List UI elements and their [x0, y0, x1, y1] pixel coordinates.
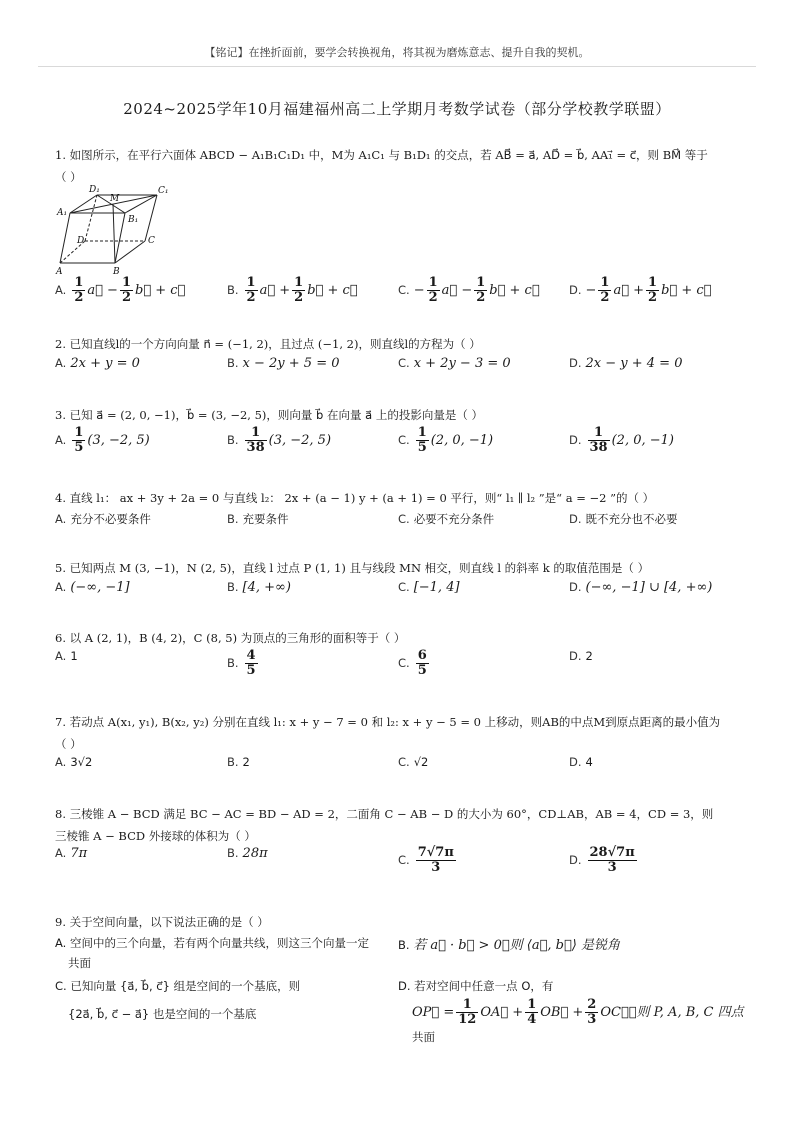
q6-option-d[interactable]: D. 2 [569, 649, 593, 663]
question-9-stem: 9. 关于空间向量，以下说法正确的是（ ） [55, 915, 269, 929]
q8-option-b[interactable]: B. 28π [227, 846, 268, 861]
question-7-blank: （ ） [55, 737, 82, 751]
q9-option-b[interactable]: B. 若 a⃗ · b⃗ > 0，则 ⟨a⃗, b⃗⟩ 是锐角 [398, 938, 620, 953]
exam-title: 2024~2025学年10月福建福州高二上学期月考数学试卷（部分学校教学联盟） [123, 100, 671, 118]
header-divider [38, 66, 756, 67]
q1-option-b[interactable]: B. $\frac{1}{2}$ a⃗ + $\frac{1}{2}$ b⃗ + c⃗ [227, 275, 358, 305]
label-b1: B₁ [128, 215, 139, 225]
question-4-stem: 4. 直线 l₁： ax + 3y + 2a = 0 与直线 l₂： 2x + (a − 1) y + (a + 1) = 0 平行，则“ l₁ ∥ l₂ ”是“ a = −2 ”的（ ） [55, 491, 655, 505]
question-1-options [55, 276, 745, 310]
q3-option-d[interactable]: D. $\frac{1}{38}$ (2, 0, −1) [569, 425, 674, 455]
label-c1: C₁ [158, 186, 169, 196]
motto-banner: 【铭记】在挫折面前，要学会转换视角，将其视为磨炼意志、提升自我的契机。 [204, 46, 590, 59]
q8-option-a[interactable]: A. 7π [55, 846, 88, 861]
q5-option-b[interactable]: B. [4, +∞) [227, 580, 291, 595]
label-a: A [56, 267, 63, 275]
q5-option-c[interactable]: C. [−1, 4] [398, 580, 460, 595]
question-8-stem [55, 803, 745, 847]
question-6-stem: 6. 以 A (2, 1)，B (4, 2)，C (8, 5) 为顶点的三角形的面积等于（ ） [55, 631, 406, 645]
q8-option-d[interactable]: D. $\frac{28√7\pi}{3}$ [569, 845, 635, 875]
q7-option-c[interactable]: C. √2 [398, 755, 429, 769]
q2-option-b[interactable]: B. x − 2y + 5 = 0 [227, 356, 340, 371]
question-1-text: 1. 如图所示，在平行六面体 ABCD − A₁B₁C₁D₁ 中，M为 A₁C₁ 与 B₁D₁ 的交点，若 AB⃗ = a⃗, AD⃗ = b⃗, AA₁⃗ = c⃗，则 BM⃗ 等于 [55, 148, 708, 162]
question-8-text: 8. 三棱锥 A − BCD 满足 BC − AC = BD − AD = 2，二面角 C − AB − D 的大小为 60°，CD⊥AB，AB = 4，CD = 3，则 [55, 807, 714, 821]
question-5-stem: 5. 已知两点 M (3, −1)，N (2, 5)，直线 l 过点 P (1, 1) 且与线段 MN 相交，则直线 l 的斜率 k 的取值范围是（ ） [55, 561, 650, 575]
q4-option-c[interactable]: C. 必要不充分条件 [398, 512, 495, 526]
label-m: M [110, 194, 120, 204]
question-5-options [55, 580, 745, 614]
question-3-options [55, 426, 745, 460]
label-a1: A₁ [57, 208, 68, 218]
question-4-options [55, 511, 745, 545]
question-7-options [55, 755, 745, 789]
q4-option-d[interactable]: D. 既不充分也不必要 [569, 512, 678, 526]
q7-option-a[interactable]: A. 3√2 [55, 755, 93, 769]
label-b: B [113, 267, 120, 275]
q1-option-c[interactable]: C. − $\frac{1}{2}$ a⃗ − $\frac{1}{2}$ b⃗ + c⃗ [398, 275, 540, 305]
q8-option-c[interactable]: C. $\frac{7√7\pi}{3}$ [398, 845, 454, 875]
label-c: C [148, 236, 155, 246]
q9-option-c[interactable]: C. 已知向量 {a⃗, b⃗, c⃗} 组是空间的一个基底，则 {2a⃗, b⃗, c⃗ − a⃗} 也是空间的一个基底 [55, 979, 301, 1021]
q3-option-b[interactable]: B. $\frac{1}{38}$ (3, −2, 5) [227, 425, 332, 455]
q3-option-c[interactable]: C. $\frac{1}{5}$ (2, 0, −1) [398, 425, 494, 455]
label-d1: D₁ [89, 185, 100, 195]
question-2-stem: 2. 已知直线l的一个方向向量 n⃗ = (−1, 2)，且过点 (−1, 2)，则直线l的方程为（ ） [55, 337, 481, 351]
q2-option-d[interactable]: D. 2x − y + 4 = 0 [569, 356, 683, 371]
q1-option-a[interactable]: A. $\frac{1}{2}$ a⃗ − $\frac{1}{2}$ b⃗ + c⃗ [55, 275, 186, 305]
question-6-options [55, 649, 745, 683]
q3-option-a[interactable]: A. $\frac{1}{5}$ (3, −2, 5) [55, 425, 150, 455]
q2-option-a[interactable]: A. 2x + y = 0 [55, 356, 140, 371]
q7-option-b[interactable]: B. 2 [227, 755, 250, 769]
q9-option-a[interactable]: A. 空间中的三个向量，若有两个向量共线，则这三个向量一定 共面 [55, 936, 369, 970]
question-8-text-2: 三棱锥 A − BCD 外接球的体积为（ ） [55, 829, 256, 843]
q6-option-a[interactable]: A. 1 [55, 649, 78, 663]
question-7-text: 7. 若动点 A(x₁, y₁), B(x₂, y₂) 分别在直线 l₁: x + y − 7 = 0 和 l₂: x + y − 5 = 0 上移动，则AB的中点M到原点距离的最小值为 [55, 715, 721, 729]
q2-option-c[interactable]: C. x + 2y − 3 = 0 [398, 356, 511, 371]
q6-option-c[interactable]: C. $\frac{6}{5}$ [398, 648, 427, 678]
question-2-options [55, 356, 745, 390]
q9-option-d[interactable]: D. 若对空间中任意一点 O，有 OP⃗ = $\frac{1}{12}$ OA⃗ + $\frac{1}{4}$ OB⃗ + $\frac{2}{3}$ OC⃗，则 P, A, B, C 四点 共面 [398, 979, 744, 1044]
question-3-stem: 3. 已知 a⃗ = (2, 0, −1)，b⃗ = (3, −2, 5)，则向量 b⃗ 在向量 a⃗ 上的投影向量是（ ） [55, 408, 484, 422]
question-1-blank: （ ） [55, 170, 82, 184]
q1-option-d[interactable]: D. − $\frac{1}{2}$ a⃗ + $\frac{1}{2}$ b⃗ + c⃗ [569, 275, 712, 305]
question-7-stem [55, 711, 745, 755]
q5-option-a[interactable]: A. (−∞, −1] [55, 580, 130, 595]
parallelepiped-figure [55, 183, 175, 275]
question-8-options [55, 846, 745, 880]
q4-option-a[interactable]: A. 充分不必要条件 [55, 512, 151, 526]
q7-option-d[interactable]: D. 4 [569, 755, 593, 769]
question-1-stem [55, 144, 745, 188]
q6-option-b[interactable]: B. $\frac{4}{5}$ [227, 648, 256, 678]
q5-option-d[interactable]: D. (−∞, −1] ∪ [4, +∞) [569, 580, 713, 595]
q4-option-b[interactable]: B. 充要条件 [227, 512, 289, 526]
label-d: D [77, 236, 85, 246]
